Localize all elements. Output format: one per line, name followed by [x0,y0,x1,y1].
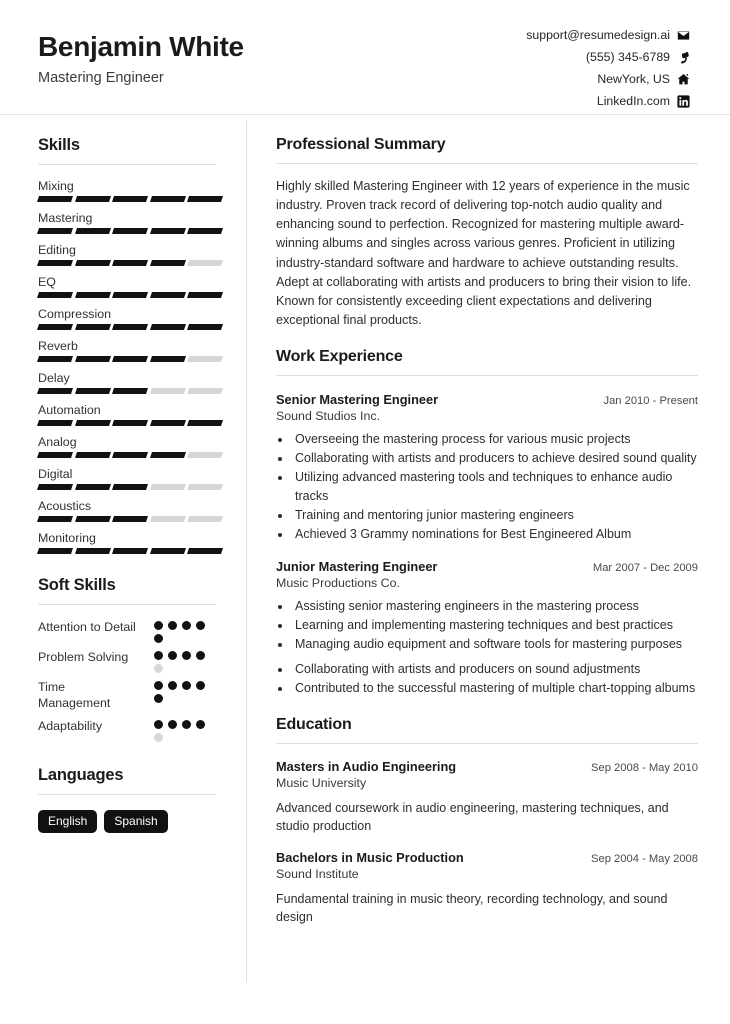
skill-bar-segment [150,548,186,554]
skill-level-bar [38,548,222,554]
experience-heading: Work Experience [276,348,403,366]
skills-rule [38,164,216,165]
skill-bar-segment [187,484,223,490]
experience-date: Mar 2007 - Dec 2009 [592,561,698,574]
contact-email-text: support@resumedesign.ai [526,28,670,43]
experience-entry [276,392,698,543]
rating-dot [154,720,163,729]
skill-bar-segment [150,452,186,458]
education-header [276,759,698,774]
skill-bar-segment [150,420,186,426]
rating-dot [168,621,177,630]
skill-bar-segment [112,420,148,426]
rating-dot [154,651,163,660]
skill-bar-segment [112,228,148,234]
rating-dot [154,621,163,630]
experience-rule [276,375,698,376]
home-icon [677,73,690,86]
education-rule [276,743,698,744]
skill-bar-segment [150,196,186,202]
linkedin-icon [677,95,690,108]
skill-row [38,243,216,266]
skill-bar-segment [37,516,73,522]
experience-bullets [292,430,698,543]
skill-bar-segment [187,356,223,362]
phone-icon [677,51,690,64]
skill-bar-segment [187,260,223,266]
languages-rule [38,794,216,795]
skill-row [38,403,216,426]
skill-label: EQ [38,275,56,289]
skill-bar-segment [37,548,73,554]
skill-bar-segment [150,516,186,522]
rating-dot [154,681,163,690]
bullet-item: • Assisting senior mastering engineers in the mastering process [292,597,698,615]
education-date: Sep 2004 - May 2008 [591,852,698,865]
skill-label: Delay [38,371,70,385]
soft-skill-rating [154,619,216,643]
skill-bar-segment [75,388,111,394]
skill-bar-segment [75,420,111,426]
education-school: Sound Institute [276,866,359,881]
skill-bar-segment [75,516,111,522]
skill-bar-segment [150,292,186,298]
skill-level-bar [38,324,222,330]
skill-bar-segment [37,260,73,266]
contact-phone[interactable] [526,51,690,64]
bullet-item: • Achieved 3 Grammy nominations for Best Engineered Album [292,525,698,543]
skills-list [38,179,216,554]
soft-skill-rating [154,649,216,673]
skill-bar-segment [150,388,186,394]
skill-bar-segment [75,324,111,330]
header-divider [0,114,730,115]
skill-level-bar [38,196,222,202]
experience-organization: Sound Studios Inc. [276,409,381,424]
skill-row [38,499,216,522]
skill-label: Digital [38,467,73,481]
skill-bar-segment [112,548,148,554]
skill-bar-segment [112,516,148,522]
soft-skill-label: Time Management [38,680,111,711]
education-entry [276,759,698,835]
skill-bar-segment [37,420,73,426]
skill-bar-segment [37,292,73,298]
bullet-item: • Collaborating with artists and producers on sound adjustments [292,660,698,678]
rating-dot [182,681,191,690]
skill-label: Acoustics [38,499,92,513]
education-date: Sep 2008 - May 2010 [591,761,698,774]
education-header [276,850,698,865]
soft-skill-row [38,619,216,643]
summary-section [276,136,698,330]
skill-label: Editing [38,243,76,257]
languages-heading: Languages [38,765,124,784]
skill-label: Compression [38,307,111,321]
skill-level-bar [38,516,222,522]
education-description: Advanced coursework in audio engineering, mastering techniques, and studio production [276,800,669,833]
education-degree: Masters in Audio Engineering [276,758,457,774]
skill-label: Monitoring [38,531,96,545]
resume-header [0,0,730,114]
summary-rule [276,163,698,164]
soft-skill-label: Attention to Detail [38,620,136,634]
skill-bar-segment [75,452,111,458]
skill-row [38,179,216,202]
skill-bar-segment [112,260,148,266]
skill-bar-segment [150,260,186,266]
soft-skills-list [38,619,216,742]
experience-role: Junior Mastering Engineer [276,558,438,574]
skill-level-bar [38,228,222,234]
soft-skill-rating [154,718,216,742]
languages-section [38,766,216,833]
bullet-item: • Utilizing advanced mastering tools and techniques to enhance audio tracks [292,468,698,504]
skill-label: Analog [38,435,77,449]
skill-bar-segment [187,388,223,394]
skill-label: Mastering [38,211,93,225]
skill-level-bar [38,260,222,266]
languages-list [38,810,216,833]
page-title: Benjamin White [38,31,244,62]
skill-bar-segment [187,292,223,298]
bullet-item: • Training and mentoring junior mastering engineers [292,506,698,524]
skill-bar-segment [112,324,148,330]
skill-level-bar [38,356,222,362]
soft-skill-row [38,649,216,673]
soft-skill-rating [154,679,216,703]
skill-bar-segment [37,388,73,394]
education-degree: Bachelors in Music Production [276,849,464,865]
skill-bar-segment [150,324,186,330]
skill-bar-segment [75,292,111,298]
summary-heading: Professional Summary [276,136,446,153]
skill-bar-segment [187,324,223,330]
skill-row [38,435,216,458]
rating-dot [168,651,177,660]
bullet-item: • Contributed to the successful mastering of multiple chart-topping albums [292,679,698,697]
experience-header [276,392,698,407]
skill-label: Mixing [38,179,74,193]
experience-bullets-extra [292,660,698,697]
skill-level-bar [38,420,222,426]
rating-dot [196,720,205,729]
education-heading: Education [276,715,352,733]
skill-bar-segment [75,260,111,266]
experience-list [276,392,698,697]
bullet-item: • Managing audio equipment and software tools for mastering purposes [292,635,698,653]
rating-dot [196,681,205,690]
skill-bar-segment [112,196,148,202]
experience-header [276,559,698,574]
skill-row [38,211,216,234]
sidebar [0,114,246,982]
education-school: Music University [276,775,367,790]
contact-block [526,26,690,117]
envelope-icon [677,29,690,42]
language-pill: Spanish [104,810,167,833]
rating-dot [182,651,191,660]
soft-skill-row [38,679,216,712]
bullet-item: • Learning and implementing mastering techniques and best practices [292,616,698,634]
skill-row [38,307,216,330]
skill-bar-segment [75,228,111,234]
skill-bar-segment [150,228,186,234]
skill-row [38,339,216,362]
skill-row [38,275,216,298]
experience-entry [276,559,698,698]
soft-skills-rule [38,604,216,605]
summary-text: Highly skilled Mastering Engineer with 12 years of experience in the music industry. Proven track record of delivering top-notch audio quality and enhancing sound to perfection. Recognized for mastering multiple award-winning albums and singles across various genres. Proficient in utilizing industry-standard software and hardware to achieve outstanding results. Adept at collaborating with artists and producers to bring their vision to life. Known for consistently exceeding client expectations and delivering exceptional final products. [276,179,692,327]
experience-section [276,348,698,697]
skill-bar-segment [37,196,73,202]
skills-section [38,136,216,554]
skill-label: Reverb [38,339,78,353]
skill-bar-segment [37,324,73,330]
skill-bar-segment [112,388,148,394]
skill-bar-segment [112,292,148,298]
contact-location [526,73,690,86]
skill-bar-segment [187,516,223,522]
skill-bar-segment [75,196,111,202]
rating-dot [196,621,205,630]
skill-bar-segment [187,196,223,202]
experience-role: Senior Mastering Engineer [276,392,439,408]
skills-heading: Skills [38,136,80,154]
skill-row [38,371,216,394]
skill-bar-segment [112,452,148,458]
language-pill: English [38,810,97,833]
contact-linkedin-text: LinkedIn.com [596,94,670,109]
identity-block [38,26,244,86]
skill-bar-segment [75,548,111,554]
education-description: Fundamental training in music theory, recording technology, and sound design [276,891,668,924]
experience-date: Jan 2010 - Present [603,395,698,408]
skill-bar-segment [150,356,186,362]
skill-bar-segment [75,356,111,362]
rating-dot [154,694,163,703]
soft-skill-label: Problem Solving [38,650,129,664]
soft-skills-section [38,576,216,742]
rating-dot [168,681,177,690]
skill-bar-segment [112,484,148,490]
bullet-item: • Overseeing the mastering process for various music projects [292,430,698,448]
soft-skills-heading: Soft Skills [38,576,116,594]
contact-linkedin[interactable] [526,95,690,108]
skill-bar-segment [187,548,223,554]
skill-row [38,467,216,490]
education-entry [276,850,698,926]
experience-organization: Music Productions Co. [276,575,400,590]
contact-phone-text: (555) 345-6789 [585,50,670,65]
skill-bar-segment [37,484,73,490]
skill-bar-segment [75,484,111,490]
experience-bullets [292,597,698,653]
bullet-item: • Collaborating with artists and producers to achieve desired sound quality [292,449,698,467]
skill-bar-segment [187,228,223,234]
soft-skill-row [38,718,216,742]
skill-bar-segment [187,452,223,458]
skill-bar-segment [37,228,73,234]
skill-bar-segment [37,356,73,362]
rating-dot [154,634,163,643]
education-section [276,716,698,927]
skill-bar-segment [150,484,186,490]
contact-location-text: NewYork, US [597,72,670,87]
skill-level-bar [38,388,222,394]
skill-level-bar [38,452,222,458]
skill-row [38,531,216,554]
skill-level-bar [38,484,222,490]
rating-dot [154,664,163,673]
rating-dot [182,621,191,630]
rating-dot [154,733,163,742]
contact-email[interactable] [526,29,690,42]
skill-bar-segment [187,420,223,426]
skill-bar-segment [37,452,73,458]
main-content [247,114,730,982]
skill-level-bar [38,292,222,298]
education-list [276,759,698,927]
job-title: Mastering Engineer [38,69,164,86]
rating-dot [182,720,191,729]
skill-bar-segment [112,356,148,362]
resume-body [0,114,730,982]
skill-label: Automation [38,403,101,417]
rating-dot [168,720,177,729]
rating-dot [196,651,205,660]
soft-skill-label: Adaptability [38,718,103,733]
